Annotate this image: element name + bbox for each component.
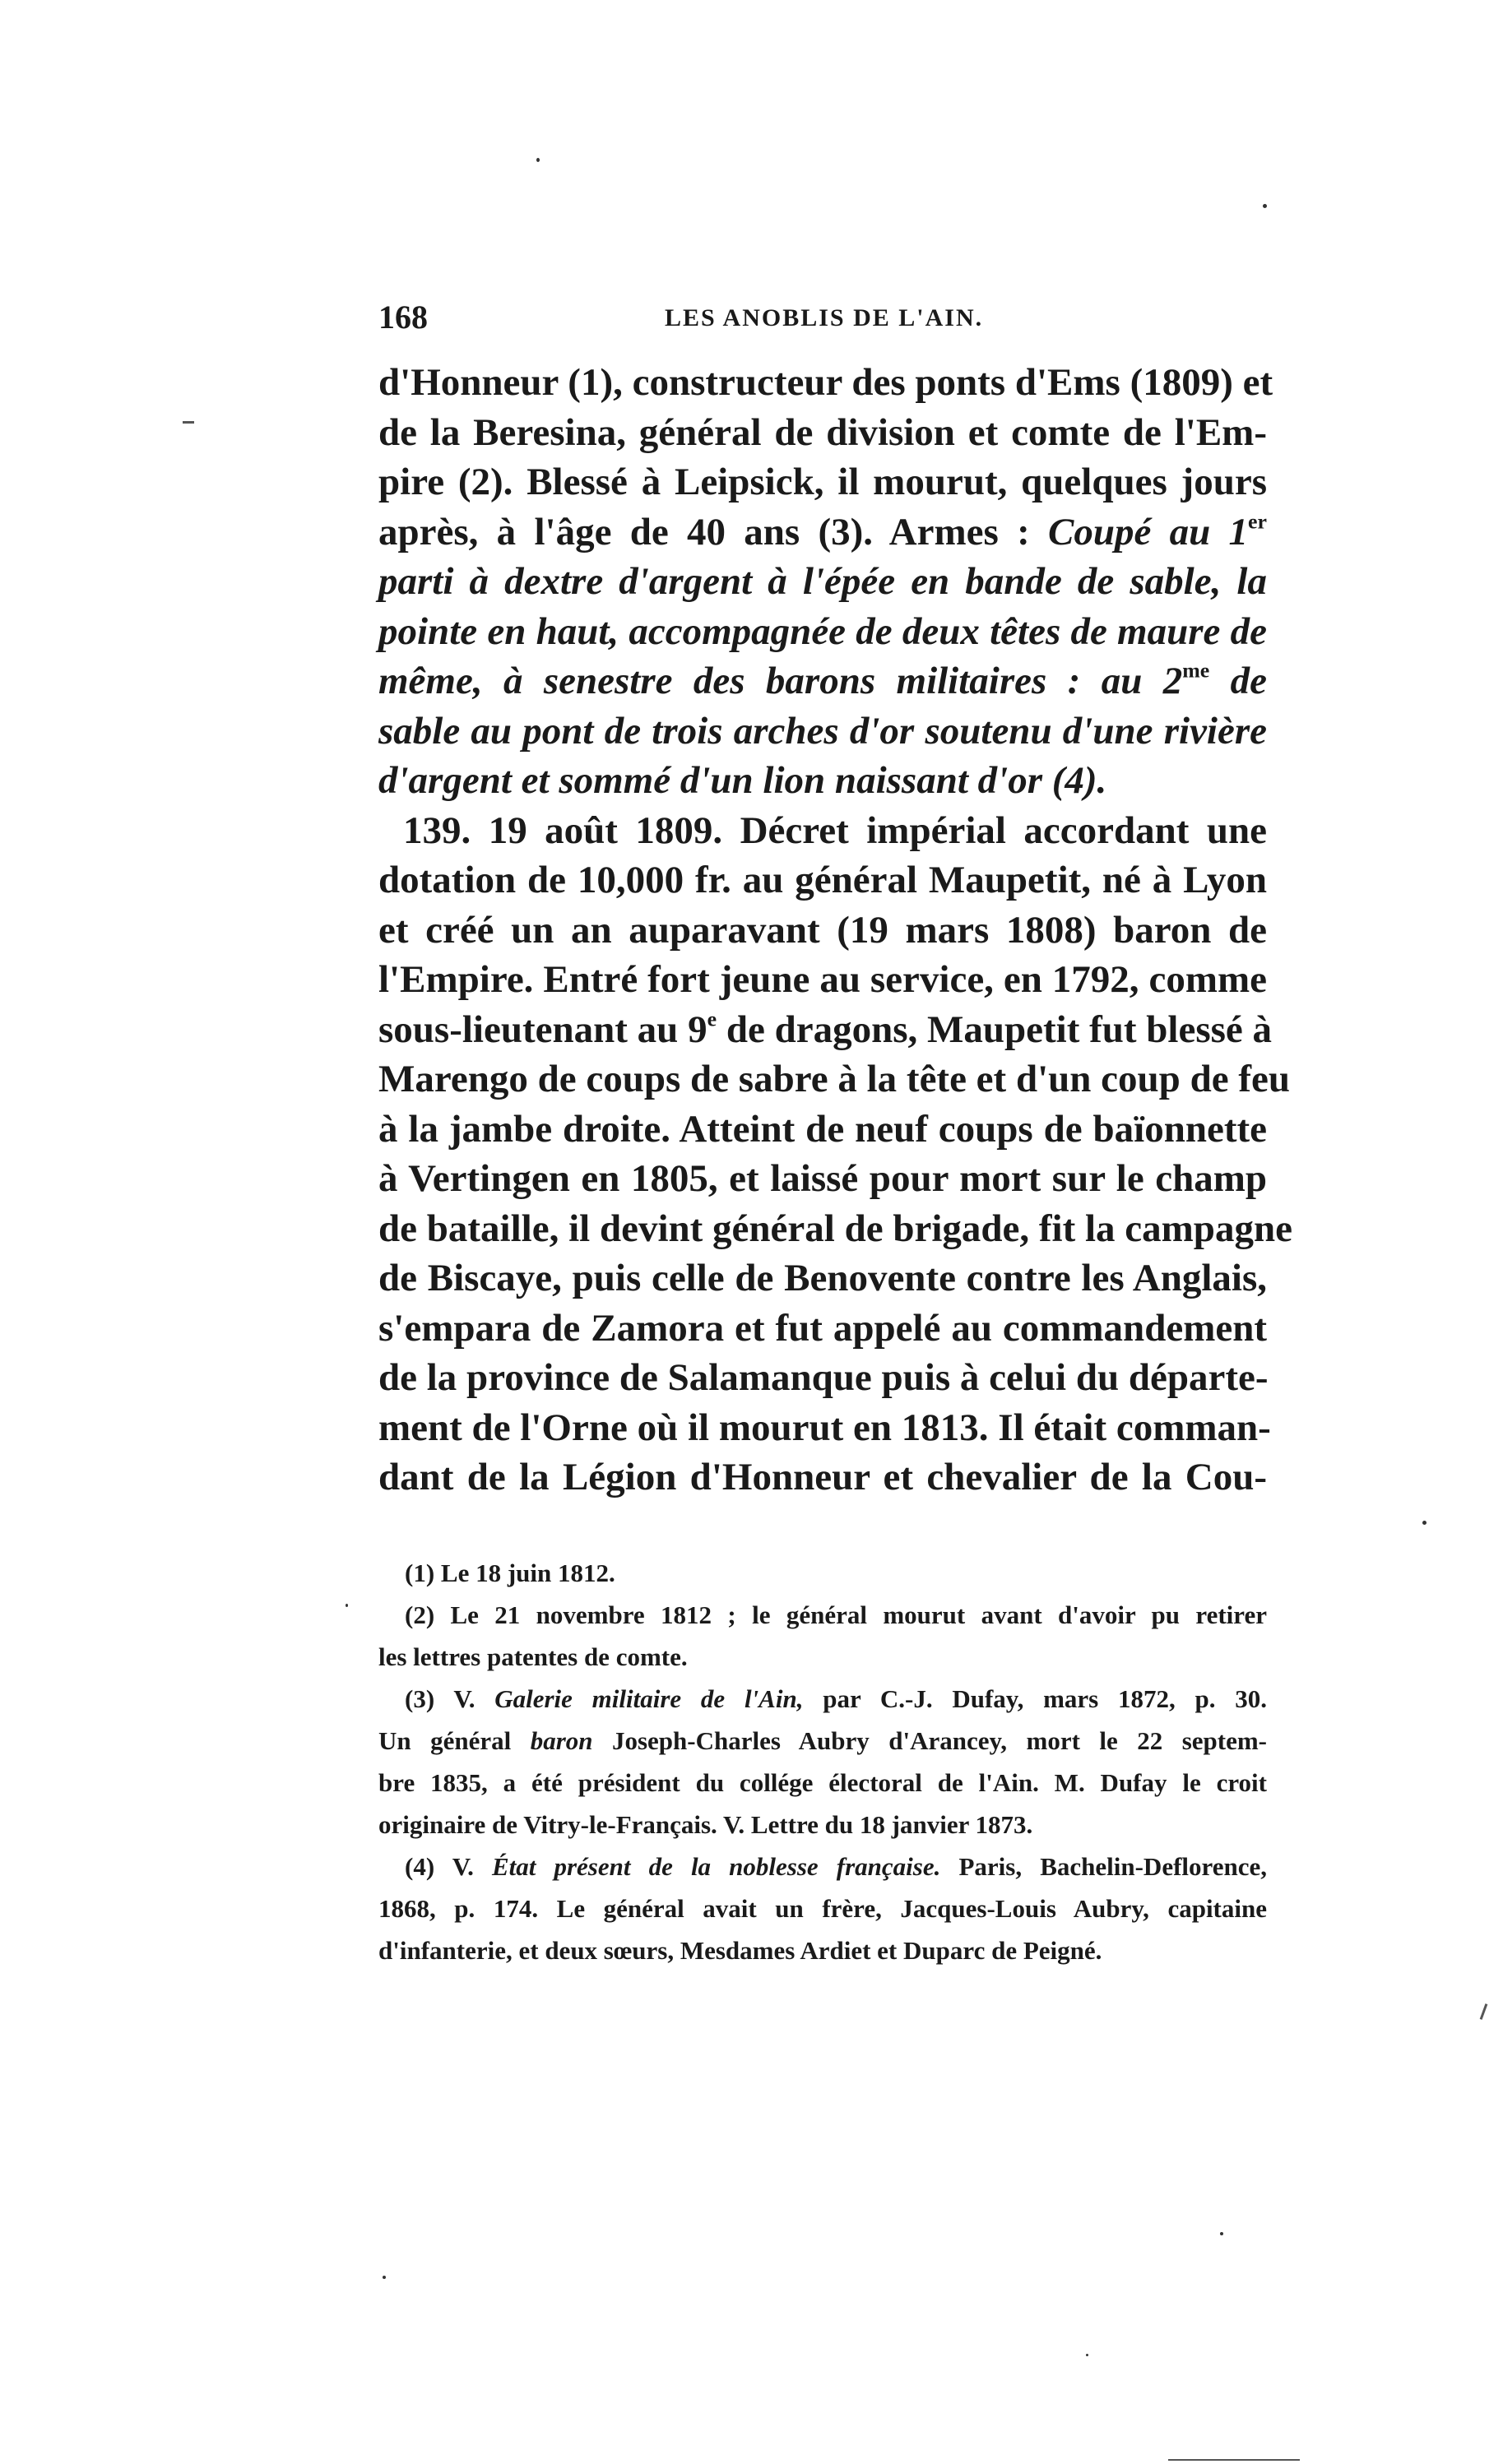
footnote-italic: État présent de la noblesse française. [491, 1852, 941, 1881]
footnote-4-continued: 1868, p. 174. Le général avait un frère, Jacques-Louis Aubry, capitaine [378, 1894, 1267, 1923]
scan-speck [536, 158, 540, 162]
body-line: à Vertingen en 1805, et laissé pour mort sur le champ [378, 1157, 1267, 1200]
body-line-text: de dragons, Maupetit fut blessé à [717, 1007, 1273, 1051]
scan-speck [1086, 2354, 1088, 2356]
body-line: l'Empire. Entré fort jeune au service, en 1792, comme [378, 958, 1267, 1001]
footnote-text: Joseph-Charles Aubry d'Arancey, mort le 22 septem- [592, 1726, 1267, 1755]
body-line-text: après, à l'âge de 40 ans (3). Armes : [378, 510, 1048, 553]
scan-mark [183, 421, 194, 424]
body-line [378, 1005, 1273, 1055]
arms-description: d'argent et sommé d'un lion naissant d'or (4). [378, 759, 1107, 802]
arms-description: même, à senestre des barons militaires : au 2 [378, 660, 1183, 702]
footnote-3-continued: originaire de Vitry-le-Français. V. Lettre du 18 janvier 1873. [378, 1810, 1033, 1839]
footnote-3-continued: bre 1835, a été président du collége électoral de l'Ain. M. Dufay le croit [378, 1768, 1267, 1797]
body-line: 139. 19 août 1809. Décret impérial accordant une [403, 808, 1267, 852]
scan-speck [1422, 1521, 1426, 1525]
arms-description-start: Coupé au 1 [1048, 510, 1249, 553]
body-line: pire (2). Blessé à Leipsick, il mourut, quelques jours [378, 461, 1267, 503]
footnote-text: (4) V. [405, 1852, 492, 1881]
body-line: et créé un an auparavant (19 mars 1808) baron de [378, 908, 1267, 952]
footnote-1: (1) Le 18 juin 1812. [405, 1559, 615, 1587]
body-line: à la jambe droite. Atteint de neuf coups de baïonnette [378, 1107, 1267, 1151]
body-line: dotation de 10,000 fr. au général Maupetit, né à Lyon [378, 859, 1267, 901]
body-line: de Biscaye, puis celle de Benovente contre les Anglais, [378, 1257, 1267, 1299]
body-line: ment de l'Orne où il mourut en 1813. Il était comman- [378, 1406, 1271, 1449]
page-number: 168 [378, 299, 428, 336]
body-line: de la province de Salamanque puis à celui du départe- [378, 1356, 1269, 1399]
footnote-4-continued: d'infanterie, et deux sœurs, Mesdames Ardiet et Duparc de Peigné. [378, 1936, 1102, 1965]
body-line [378, 706, 1267, 757]
body-line [378, 557, 1267, 607]
body-text [378, 358, 1292, 1503]
body-line-text: sous-lieutenant au 9 [378, 1007, 707, 1051]
body-line: Marengo de coups de sabre à la tête et d'un coup de feu [378, 1058, 1290, 1100]
body-line: dant de la Légion d'Honneur et chevalier de la Cou- [378, 1456, 1267, 1498]
ordinal-superscript: er [1248, 509, 1267, 534]
scan-speck [346, 1604, 348, 1607]
body-line [378, 507, 1267, 558]
footnotes [378, 1553, 1267, 1972]
running-title: LES ANOBLIS DE L'AIN. [665, 304, 984, 331]
body-line [378, 656, 1267, 706]
scan-speck [383, 2276, 386, 2279]
footnote-3-continued [378, 1721, 1267, 1762]
footnote-text: Un général [378, 1726, 531, 1755]
footnote-italic: baron [530, 1726, 593, 1755]
arms-description: parti à dextre d'argent à l'épée en bande de sable, la [378, 560, 1267, 603]
footnote-italic: Galerie militaire de l'Ain, [494, 1684, 804, 1713]
arms-description: sable au pont de trois arches d'or soutenu d'une rivière [378, 709, 1267, 753]
body-line [378, 756, 1267, 806]
footnote-2: (2) Le 21 novembre 1812 ; le général mourut avant d'avoir pu retirer [405, 1600, 1267, 1629]
footnote-3 [378, 1679, 1267, 1721]
body-line: s'empara de Zamora et fut appelé au commandement [378, 1306, 1267, 1350]
footnote-4 [378, 1846, 1267, 1888]
ordinal-superscript: me [1182, 658, 1210, 683]
body-line: de bataille, il devint général de brigade, fit la campagne [378, 1207, 1292, 1250]
scan-mark [1168, 2459, 1300, 2461]
body-line: d'Honneur (1), constructeur des ponts d'Ems (1809) et [378, 361, 1273, 404]
footnote-text: Paris, Bachelin-Deflorence, [940, 1852, 1267, 1881]
ordinal-superscript: e [707, 1007, 717, 1031]
scan-speck [1220, 2232, 1223, 2235]
scan-mark [1480, 2003, 1488, 2020]
arms-description: de [1209, 660, 1267, 702]
footnote-text: (3) V. [405, 1684, 495, 1713]
body-line: de la Beresina, général de division et comte de l'Em- [378, 410, 1267, 454]
footnote-text: par C.-J. Dufay, mars 1872, p. 30. [803, 1684, 1267, 1713]
body-line [378, 607, 1267, 657]
scan-speck [1263, 204, 1267, 208]
footnote-2-continued: les lettres patentes de comte. [378, 1642, 688, 1671]
arms-description: pointe en haut, accompagnée de deux têtes de maure de [378, 609, 1267, 653]
page-header [378, 298, 1283, 339]
